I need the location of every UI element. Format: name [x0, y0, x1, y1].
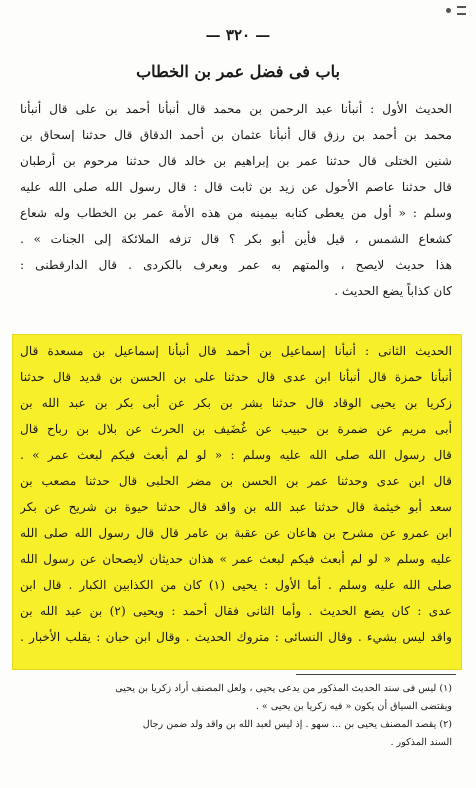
text-line: قال رسول الله صلى الله عليه وسلم : « لو لم أبعث فيكم لبعث عمر » .: [20, 448, 452, 462]
footnote-line: السند المذكور .: [390, 737, 452, 748]
text-line: هذا حديث لايصح ، والمتهم به عمر ويعرف بالكردى . قال الدارقطنى :: [20, 258, 452, 272]
text-line: عليه وسلم « لو لم أبعث فيكم لبعث عمر » هذان حديثان لايصحان عن رسول الله: [20, 552, 452, 566]
text-line: وسلم : « أول من يعطى كتابه بيمينه من هذه الأمة عمر بن الخطاب وله شعاع: [20, 206, 452, 220]
text-line: زكريا بن يحيى الوقاد قال حدثنا بشر بن بكر عن أبى بكر بن عبد الله بن: [20, 396, 452, 410]
text-line: الحديث الأول : أنبأنا عبد الرحمن بن محمد قال أنبأنا أحمد بن على قال أنبأنا: [20, 102, 452, 116]
footnote-line: (١) ليس فى سند الحديث المذكور من يدعى يحيى ، ولعل المصنف أراد زكريا بن يحيى: [115, 683, 452, 694]
corner-mark-bar: [457, 6, 466, 15]
text-line: أنبأنا حمزة قال أنبأنا ابن عدى قال حدثنا على بن الحسن بن قديد قال حدثنا: [20, 370, 452, 384]
text-line: قال ابن عدى وحدثنا عمر بن الحسن بن مضر الحلبى قال حدثنا مصعب بن: [20, 474, 452, 488]
corner-marks: [446, 6, 466, 15]
chapter-title: باب فى فضل عمر بن الخطاب: [136, 62, 340, 81]
hadith-two-text: [20, 338, 452, 650]
text-line: قال حدثنا عاصم الأحول عن زيد بن ثابت قال : قال رسول الله صلى الله عليه: [20, 180, 452, 194]
page-number: — ٣٢٠ —: [205, 26, 271, 44]
text-line: واقد ليس بشيء . وقال النسائى : متروك الحديث . وقال ابن حبان : يقلب الأخبار .: [20, 630, 452, 644]
footnote-line: (٢) يقصد المصنف يحيى بن ... سهو . إذ ليس لعبد الله بن واقد ولد ضمن رجال: [142, 719, 452, 730]
text-line: محمد بن أحمد بن رزق قال أنبأنا عثمان بن أحمد الدقاق قال حدثنا إسحاق بن: [20, 128, 452, 142]
text-line: شنين الختلى قال حدثنا عمر بن إبراهيم بن خالد قال حدثنا مرحوم بن أرطبان: [20, 154, 452, 168]
corner-mark-dot: [446, 8, 451, 13]
footnote-line: ويقتضى السياق أن يكون « فيه زكريا بن يحيى » .: [255, 701, 452, 712]
text-line: سعد أبو خيثمة قال حدثنا عبد الله بن واقد قال حدثنا حيوة بن شريح عن بكر: [20, 500, 452, 514]
text-line: عدى : كان يضع الحديث . وأما الثانى فقال أحمد : ويحيى (٢) بن عبد الله بن: [20, 604, 452, 618]
footnotes: [20, 680, 452, 752]
text-line: أبى مريم عن ضمرة بن حبيب عن غُضَيف بن الحرث عن بلال بن رباح قال: [20, 422, 452, 436]
footnote-divider: [296, 674, 456, 675]
text-line: ابن عمرو عن مشرح بن هاعان عن عقبة بن عامر قال قال رسول الله صلى الله: [20, 526, 452, 540]
text-line: كشعاع الشمس ، قيل فأين أبو بكر ؟ قال تزفه الملائكة إلى الجنات » .: [20, 232, 452, 246]
hadith-one-text: [20, 96, 452, 304]
text-line: الحديث الثانى : أنبأنا إسماعيل بن أحمد قال أنبأنا إسماعيل بن مسعدة قال: [20, 344, 452, 358]
text-line: كان كذاباً يضع الحديث .: [334, 284, 452, 298]
text-line: صلى الله عليه وسلم . أما الأول : يحيى (١) كان من الكذابين الكبار . قال ابن: [20, 578, 452, 592]
